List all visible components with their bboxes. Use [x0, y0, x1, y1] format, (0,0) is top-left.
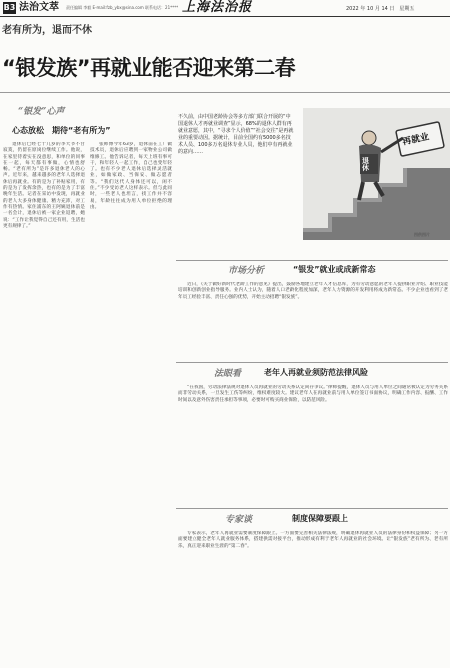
- illustration-credit: 图供图片: [414, 232, 430, 237]
- divider-expert: [176, 362, 448, 363]
- stairs-figure-icon: [303, 108, 450, 240]
- section-mark-voice: “银发”心声: [18, 107, 65, 117]
- section-mark-market: 市场分析: [228, 266, 265, 276]
- page-header: [0, 0, 450, 17]
- article-column-3: [178, 282, 448, 358]
- editor-credits: 责任编辑 李毅 E-mail:fzb_ybx@sina.com 联系电话：21****: [66, 5, 179, 10]
- article-column-1: [3, 142, 85, 664]
- section-code-badge: B3: [3, 3, 16, 12]
- column-2-text: 张师傅今年63岁，退休前在工厂做技术员，退休后应聘到一家物业公司做维修工。他告诉记者，每天上班有事可干，和年轻人一起工作，自己也变年轻了。也有不少老人退休后选择灵活就业，如做家政、当保安、做志愿者等。“我们这代人身体还可以，闲不住。”不少受访老人这样表示。但与此同时，一些老人也坦言，找工作并不容易，年龄往往成为用人单位拒绝的理由。: [90, 142, 172, 210]
- article-column-4: [178, 385, 448, 505]
- issue-date: 2022 年 10 月 14 日 星期五: [346, 6, 415, 12]
- section-title-voice: 心态放松 期待“老有所为”: [12, 126, 111, 135]
- column-5-text: 专家表示，老年人再就业需要制度保障跟上。一方面要完善相关法律法规，明确退休再就业人员的法律身份和权益保障；另一方面要建立健全老年人就业服务体系，搭建供需对接平台，推动形成有利于老年人再就业的社会环境。让“银发族”老有所为、老有所乐，真正迎来职业生涯的“第二春”。: [178, 531, 448, 549]
- column-4-text: “在我国，劳动法律法规对退休人员再就业的劳动关系认定尚存争议。”律师提醒，退休人员与用人单位之间通常被认定为劳务关系而非劳动关系，一旦发生工伤等纠纷，维权难度较大。建议老年人在再就业前与用人单位签订书面协议，明确工作内容、报酬、工作时间以及意外伤害责任承担等事项，必要时可购买商业保险，以防范风险。: [178, 385, 448, 403]
- article-column-2: [90, 142, 172, 664]
- section-title-market: “银发”就业或成新常态: [293, 265, 376, 274]
- section-name: 法治文萃: [19, 2, 59, 13]
- newspaper-masthead: 上海法治报: [182, 0, 253, 15]
- divider-scholar: [176, 508, 448, 509]
- section-title-scholar: 制度保障要跟上: [292, 514, 348, 523]
- section-mark-expert: 法眼看: [214, 369, 242, 379]
- main-headline: “银发族”再就业能否迎来第二春: [2, 56, 296, 80]
- kicker-line: 老有所为，退而不休: [2, 25, 92, 36]
- section-title-expert: 老年人再就业须防范法律风险: [264, 368, 368, 377]
- illustration-sign: 再就业: [401, 132, 431, 148]
- lead-paragraph: 不久前，由中国老龄协会等多方部门联合开展的“中国退休人才再就业调查”显示，68%的退休人群有再就业意愿，其中，“寻求个人价值”“社会交往”是再就业的重要动因。据统计，目前全国约有5000多名技术人员、100多万名退休专业人员，他们中有再就业的意向……: [178, 114, 294, 155]
- column-1-text: 退休后已经七十几岁的李大爷不甘寂寞，仍留在原岗位继续工作。他说，在家里待着实在没意思，和单位的同事在一起，每天都有事做，心情也舒畅。“老有所为”是许多退休老人的心声。近年来，越来越多的老年人选择退休后再就业。有的是为了补贴家用，有的是为了发挥余热，也有的是为了丰富晚年生活。记者在采访中发现，再就业的老人大多身体健康、精力充沛，对工作有热情。家住浦东的王阿姨退休前是一名会计，退休后被一家企业返聘，她说：“工作让我觉得自己还有用，生活也更有规律了。”: [3, 142, 85, 229]
- illustration-shirt-label: 退休: [362, 157, 369, 172]
- article-column-5: [178, 531, 448, 664]
- divider-market: [176, 260, 448, 261]
- section-mark-scholar: 专家谈: [225, 515, 253, 525]
- column-3-text: 近日，《关于做好新时代老龄工作的意见》提出，鼓励各地建立老年人才信息库，为有劳动意愿的老年人提供职业介绍、职业技能培训和创新创业指导服务。业内人士认为，随着人口老龄化程度加深，老年人力资源的开发利用将成为新常态。不少企业也看到了老年员工经验丰富、责任心强的优势，开始主动招聘“银发族”。: [178, 282, 448, 300]
- illustration: [303, 108, 450, 240]
- headline-rule: [0, 92, 450, 93]
